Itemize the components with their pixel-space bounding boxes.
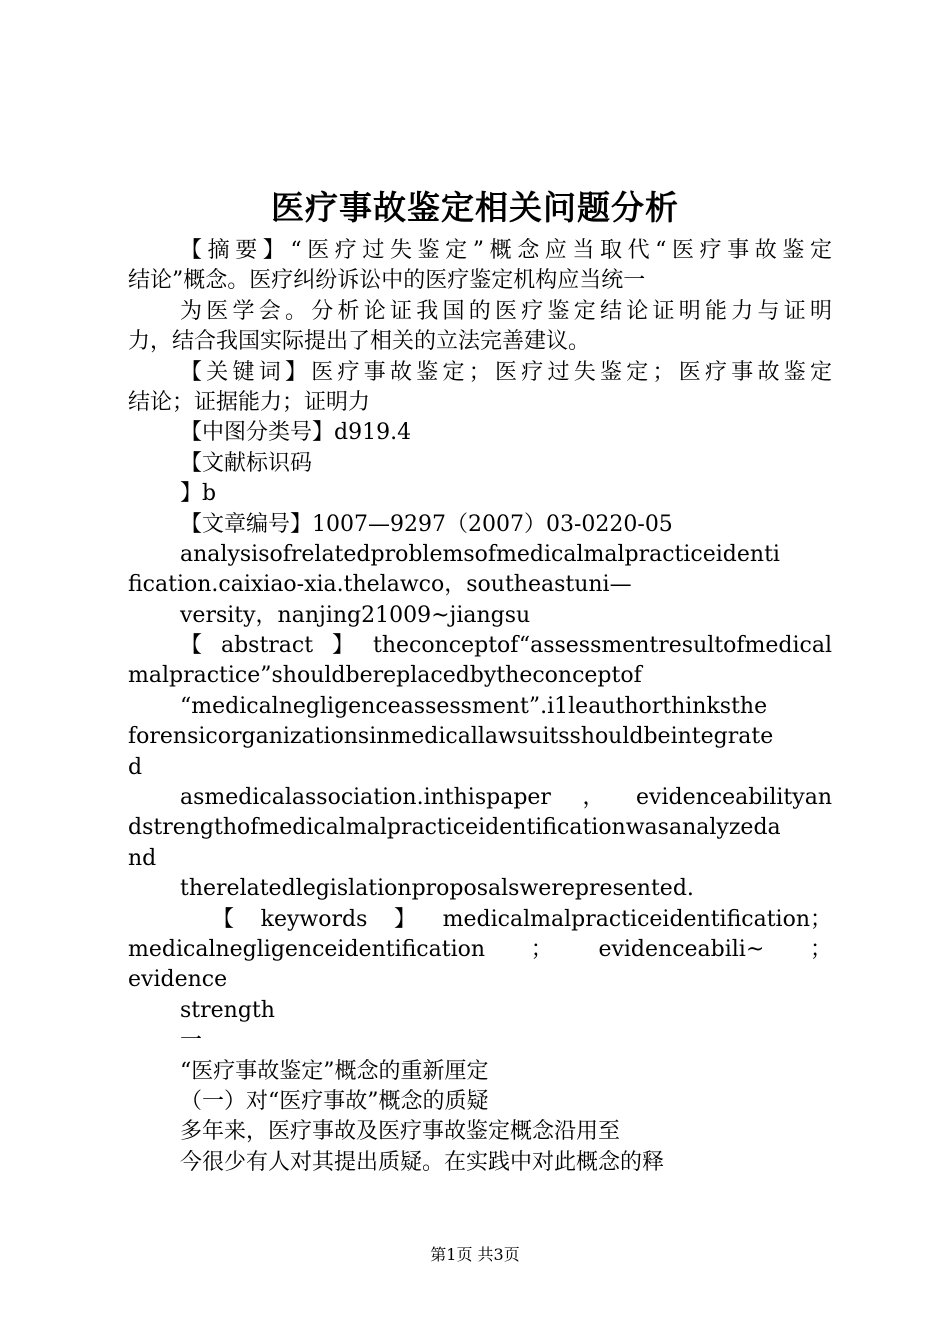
english-title-line: analysisofrelatedproblemsofmedicalmalpracticeidenti [180, 541, 780, 567]
document-title: 医疗事故鉴定相关问题分析 [271, 188, 679, 227]
keywords-en-line: 【keywords】medicalmalpracticeidentification； [212, 906, 832, 932]
keywords-en-line: strength [180, 997, 275, 1023]
abstract-en-line: asmedicalassociation.inthispaper，evidenceabilityan [180, 785, 832, 811]
body-paragraph-line: 多年来，医疗事故及医疗事故鉴定概念沿用至 [180, 1119, 621, 1145]
section-heading: “医疗事故鉴定”概念的重新厘定 [180, 1058, 489, 1084]
article-number: 【文章编号】1007—9297（2007）03-0220-05 [180, 511, 673, 537]
document-code-label: 【文献标识码 [180, 450, 313, 476]
keywords-en-line: evidence [128, 967, 228, 993]
abstract-zh-line: 力，结合我国实际提出了相关的立法完善建议。 [128, 329, 591, 355]
abstract-en-line: forensicorganizationsinmedicallawsuitsshouldbeintegrate [128, 724, 774, 750]
page-footer: 第1页 共3页 [430, 1245, 520, 1264]
subsection-heading: （一）对“医疗事故”概念的质疑 [180, 1088, 489, 1114]
document-body [128, 236, 832, 1178]
abstract-en-line: malpractice”shouldbereplacedbytheconceptof [128, 663, 642, 689]
abstract-zh-line: 【摘要】“医疗过失鉴定”概念应当取代“医疗事故鉴定 [180, 238, 832, 263]
abstract-en-line: therelatedlegislationproposalswerepresented. [180, 876, 694, 902]
abstract-en-line: dstrengthofmedicalmalpracticeidentificationwasanalyzeda [128, 815, 781, 841]
abstract-en-line: “medicalnegligenceassessment”.i1leauthorthinksthe [180, 693, 768, 719]
section-number: 一 [180, 1028, 203, 1054]
abstract-zh-line: 结论”概念。医疗纠纷诉讼中的医疗鉴定机构应当统一 [128, 268, 646, 294]
abstract-en-line: d [128, 754, 143, 780]
keywords-zh-line: 【关键词】医疗事故鉴定；医疗过失鉴定；医疗事故鉴定 [180, 359, 832, 385]
body-paragraph-line: 今很少有人对其提出质疑。在实践中对此概念的释 [180, 1149, 665, 1175]
abstract-en-line: nd [128, 845, 157, 871]
keywords-en-line: medicalnegligenceidentification ； evidenceabili~ ； [128, 936, 832, 962]
document-code-value: 】b [180, 481, 217, 507]
classification-number: 【中图分类号】d919.4 [180, 420, 412, 446]
abstract-zh-line: 为医学会。分析论证我国的医疗鉴定结论证明能力与证明 [180, 298, 832, 324]
abstract-en-line: 【abstract】theconceptof“assessmentresultofmedical [180, 633, 832, 659]
english-title-line: versity，nanjing21009~jiangsu [180, 602, 531, 628]
keywords-zh-line: 结论；证据能力；证明力 [128, 389, 371, 415]
english-title-line: fication.caixiao-xia.thelawco，southeastuni— [128, 572, 632, 598]
